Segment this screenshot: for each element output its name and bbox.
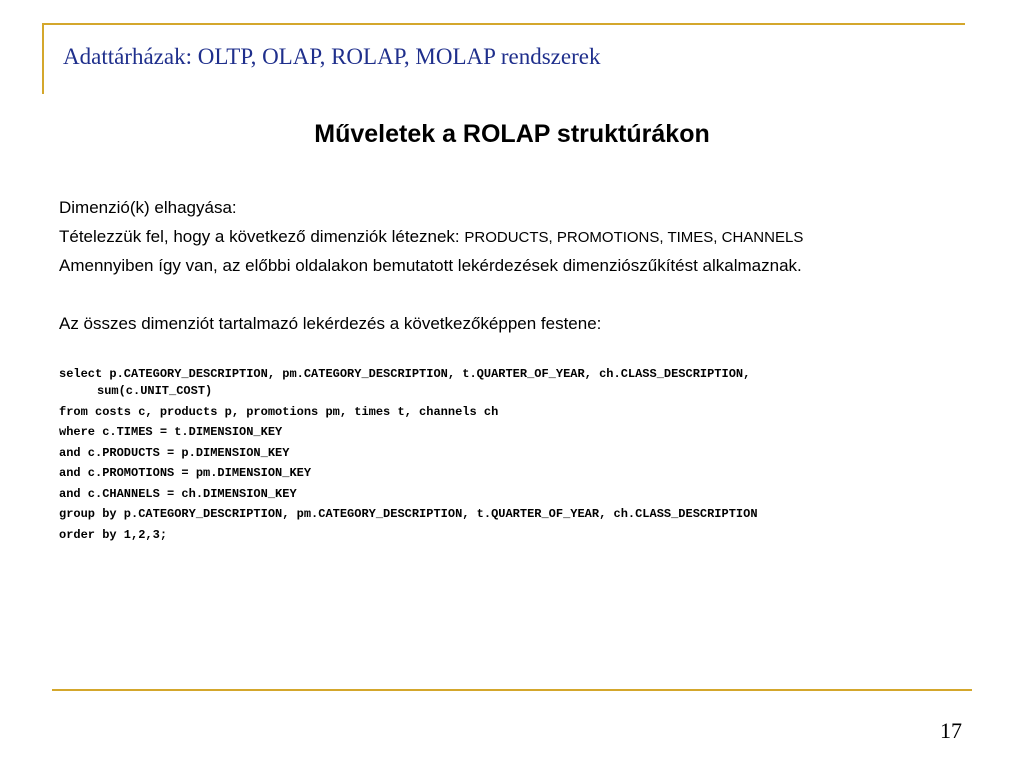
sql-code-block [59,366,758,547]
sql-line: group by p.CATEGORY_DESCRIPTION, pm.CATEGORY_DESCRIPTION, t.QUARTER_OF_YEAR, ch.CLASS_DESCRIPTION [59,507,758,521]
assumption-lead-text: Tételezzük fel, hogy a következő dimenziók léteznek: [59,227,465,246]
dimension-list: PRODUCTS, PROMOTIONS, TIMES, CHANNELS [464,229,804,246]
paragraph-full-query-intro: Az összes dimenziót tartalmazó lekérdezés a következőképpen festene: [59,314,602,333]
sql-line: sum(c.UNIT_COST) [97,384,213,398]
sql-line: select p.CATEGORY_DESCRIPTION, pm.CATEGORY_DESCRIPTION, t.QUARTER_OF_YEAR, ch.CLASS_DESCRIPTION, [59,367,751,381]
sql-line: order by 1,2,3; [59,527,168,542]
header-frame-left-rule [42,23,44,94]
sql-line: and c.PROMOTIONS = pm.DIMENSION_KEY [59,466,312,480]
paragraph-assumption [59,227,803,247]
sql-line: where c.TIMES = t.DIMENSION_KEY [59,425,283,439]
page-number: 17 [940,718,962,743]
sql-line: from costs c, products p, promotions pm, times t, channels ch [59,404,499,419]
header-title: Adattárházak: OLTP, OLAP, ROLAP, MOLAP rendszerek [63,44,601,69]
sql-line: and c.PRODUCTS = p.DIMENSION_KEY [59,445,290,460]
paragraph-consequence: Amennyiben így van, az előbbi oldalakon bemutatott lekérdezések dimenziószűkítést alkalmaznak. [59,256,802,275]
paragraph-dimension-drop: Dimenzió(k) elhagyása: [59,198,237,217]
slide-title: Műveletek a ROLAP struktúrákon [314,120,710,148]
sql-line: and c.CHANNELS = ch.DIMENSION_KEY [59,486,297,501]
header-frame-top-rule [42,23,965,25]
footer-rule [52,689,972,691]
